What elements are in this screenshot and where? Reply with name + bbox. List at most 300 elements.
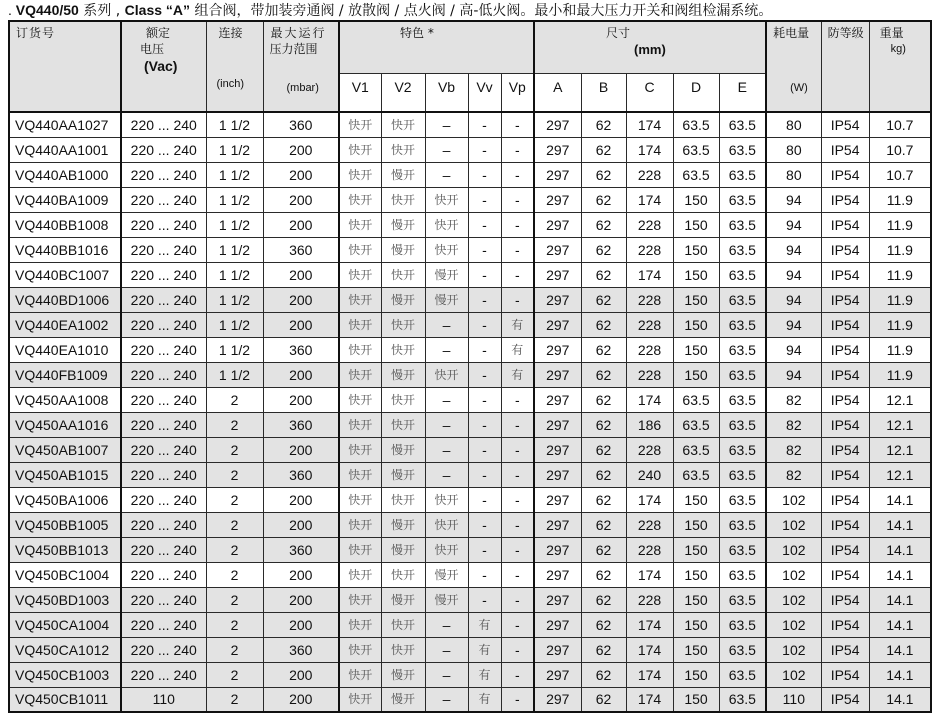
cell-e: 63.5 [719,262,766,287]
cell-vp: - [501,387,534,412]
cell-b: 62 [581,462,626,487]
cell-v1: 快开 [339,637,381,662]
header-connection-label: 连接 [218,26,243,40]
cell-weight: 12.1 [869,437,931,462]
cell-weight: 11.9 [869,312,931,337]
cell-power: 94 [766,362,821,387]
cell-protection: IP54 [821,437,869,462]
cell-voltage: 220 ... 240 [121,462,206,487]
cell-v2: 慢开 [381,537,425,562]
cell-v2: 慢开 [381,437,425,462]
cell-e: 63.5 [719,337,766,362]
cell-pressure: 200 [263,187,339,212]
cell-v2: 慢开 [381,287,425,312]
cell-power: 94 [766,212,821,237]
cell-protection: IP54 [821,487,869,512]
cell-connection: 2 [206,687,263,712]
header-voltage-unit: (Vac) [144,58,178,74]
cell-a: 297 [534,437,581,462]
cell-b: 62 [581,112,626,137]
cell-vb: 慢开 [425,587,468,612]
cell-pressure: 360 [263,462,339,487]
table-row [9,537,931,562]
cell-e: 63.5 [719,162,766,187]
cell-voltage: 220 ... 240 [121,412,206,437]
cell-connection: 2 [206,487,263,512]
cell-voltage: 220 ... 240 [121,362,206,387]
table-body [9,112,931,712]
cell-v2: 快开 [381,612,425,637]
cell-connection: 2 [206,512,263,537]
cell-vb: – [425,437,468,462]
cell-weight: 14.1 [869,587,931,612]
cell-pressure: 200 [263,262,339,287]
cell-model: VQ440BB1016 [9,237,121,262]
cell-vb: – [425,312,468,337]
cell-protection: IP54 [821,212,869,237]
cell-protection: IP54 [821,537,869,562]
cell-weight: 12.1 [869,387,931,412]
cell-e: 63.5 [719,312,766,337]
header-sub-vp: Vp [501,73,534,112]
header-weight-unit: kg) [890,43,906,55]
cell-vv: - [468,187,501,212]
cell-voltage: 220 ... 240 [121,587,206,612]
cell-weight: 12.1 [869,462,931,487]
cell-v1: 快开 [339,287,381,312]
table-row [9,137,931,162]
cell-c: 174 [626,687,673,712]
cell-weight: 11.9 [869,287,931,312]
cell-voltage: 110 [121,687,206,712]
cell-vb: – [425,162,468,187]
cell-v1: 快开 [339,512,381,537]
cell-d: 150 [673,187,719,212]
cell-e: 63.5 [719,437,766,462]
cell-model: VQ440EA1010 [9,337,121,362]
cell-d: 150 [673,487,719,512]
cell-weight: 14.1 [869,537,931,562]
table-row [9,212,931,237]
cell-model: VQ450BA1006 [9,487,121,512]
header-protection-label: 防等级 [827,26,864,40]
cell-vv: 有 [468,612,501,637]
cell-pressure: 200 [263,562,339,587]
cell-weight: 10.7 [869,137,931,162]
cell-b: 62 [581,162,626,187]
page-title [8,1,936,20]
cell-model: VQ440BA1009 [9,187,121,212]
cell-v1: 快开 [339,487,381,512]
cell-vv: - [468,362,501,387]
cell-e: 63.5 [719,137,766,162]
cell-e: 63.5 [719,412,766,437]
cell-vv: - [468,562,501,587]
cell-e: 63.5 [719,637,766,662]
cell-voltage: 220 ... 240 [121,137,206,162]
cell-vb: 慢开 [425,262,468,287]
cell-voltage: 220 ... 240 [121,287,206,312]
header-voltage-line1: 额定 [146,26,171,40]
cell-vb: – [425,687,468,712]
header-power-unit: (W) [790,82,808,94]
header-order-no-label: 订货号 [16,26,56,40]
cell-vp: - [501,137,534,162]
table-row [9,512,931,537]
cell-weight: 14.1 [869,637,931,662]
cell-vp: - [501,187,534,212]
cell-vv: - [468,437,501,462]
cell-e: 63.5 [719,112,766,137]
cell-vp: - [501,612,534,637]
cell-power: 102 [766,662,821,687]
cell-v2: 慢开 [381,512,425,537]
cell-vv: 有 [468,662,501,687]
cell-pressure: 200 [263,512,339,537]
header-power-label: 耗电量 [773,26,810,40]
cell-vb: 快开 [425,212,468,237]
cell-d: 150 [673,512,719,537]
cell-e: 63.5 [719,512,766,537]
cell-c: 228 [626,587,673,612]
cell-pressure: 200 [263,437,339,462]
cell-v1: 快开 [339,612,381,637]
cell-voltage: 220 ... 240 [121,562,206,587]
cell-model: VQ450CB1003 [9,662,121,687]
cell-vp: - [501,587,534,612]
cell-b: 62 [581,412,626,437]
cell-pressure: 200 [263,362,339,387]
cell-b: 62 [581,187,626,212]
cell-e: 63.5 [719,612,766,637]
cell-power: 110 [766,687,821,712]
cell-d: 150 [673,562,719,587]
cell-vb: 快开 [425,487,468,512]
header-power [766,21,821,112]
cell-vb: 快开 [425,187,468,212]
cell-pressure: 200 [263,212,339,237]
cell-connection: 2 [206,612,263,637]
cell-vv: - [468,462,501,487]
cell-b: 62 [581,387,626,412]
cell-e: 63.5 [719,362,766,387]
cell-vp: - [501,487,534,512]
cell-power: 80 [766,162,821,187]
cell-pressure: 200 [263,137,339,162]
cell-a: 297 [534,612,581,637]
cell-pressure: 360 [263,237,339,262]
cell-c: 228 [626,212,673,237]
cell-v2: 慢开 [381,687,425,712]
title-model: VQ440/50 [15,2,79,18]
cell-b: 62 [581,562,626,587]
cell-c: 240 [626,462,673,487]
cell-connection: 2 [206,437,263,462]
cell-model: VQ440AB1000 [9,162,121,187]
table-row [9,287,931,312]
cell-vb: – [425,612,468,637]
table-row [9,187,931,212]
cell-d: 150 [673,637,719,662]
cell-connection: 1 1/2 [206,187,263,212]
cell-v1: 快开 [339,462,381,487]
cell-connection: 1 1/2 [206,262,263,287]
header-connection-unit: (inch) [216,78,245,90]
header-pressure [263,21,339,112]
cell-v2: 快开 [381,337,425,362]
table-row [9,362,931,387]
cell-power: 80 [766,112,821,137]
cell-vp: - [501,687,534,712]
cell-protection: IP54 [821,262,869,287]
cell-power: 102 [766,537,821,562]
cell-vv: 有 [468,637,501,662]
cell-protection: IP54 [821,237,869,262]
cell-connection: 1 1/2 [206,337,263,362]
header-dimensions-label: 尺寸 [606,26,631,40]
cell-a: 297 [534,287,581,312]
cell-model: VQ450AA1008 [9,387,121,412]
cell-pressure: 200 [263,687,339,712]
title-class: Class “A” [124,2,191,18]
cell-model: VQ450BD1003 [9,587,121,612]
table-row [9,437,931,462]
cell-b: 62 [581,262,626,287]
cell-a: 297 [534,262,581,287]
cell-v1: 快开 [339,362,381,387]
cell-protection: IP54 [821,112,869,137]
cell-model: VQ450BB1005 [9,512,121,537]
cell-c: 228 [626,287,673,312]
cell-protection: IP54 [821,387,869,412]
cell-power: 94 [766,287,821,312]
cell-voltage: 220 ... 240 [121,662,206,687]
cell-weight: 14.1 [869,662,931,687]
cell-v2: 快开 [381,262,425,287]
cell-a: 297 [534,237,581,262]
cell-c: 174 [626,637,673,662]
cell-vv: - [468,262,501,287]
cell-pressure: 200 [263,587,339,612]
cell-protection: IP54 [821,637,869,662]
header-voltage-line2: 电压 [140,42,165,56]
cell-power: 94 [766,262,821,287]
cell-protection: IP54 [821,287,869,312]
cell-weight: 11.9 [869,262,931,287]
cell-connection: 2 [206,387,263,412]
table-row [9,587,931,612]
cell-vb: 快开 [425,362,468,387]
cell-a: 297 [534,687,581,712]
cell-v2: 慢开 [381,362,425,387]
cell-e: 63.5 [719,462,766,487]
cell-weight: 11.9 [869,337,931,362]
valve-spec-table [8,20,932,713]
cell-vv: - [468,487,501,512]
cell-pressure: 360 [263,337,339,362]
cell-vb: – [425,662,468,687]
cell-e: 63.5 [719,487,766,512]
cell-weight: 12.1 [869,412,931,437]
cell-vp: - [501,637,534,662]
cell-voltage: 220 ... 240 [121,487,206,512]
cell-voltage: 220 ... 240 [121,337,206,362]
cell-weight: 14.1 [869,487,931,512]
title-series: 系列 , [78,3,125,19]
header-protection [821,21,869,112]
cell-vp: - [501,262,534,287]
cell-v2: 快开 [381,112,425,137]
cell-vb: 快开 [425,537,468,562]
cell-vp: - [501,237,534,262]
cell-pressure: 200 [263,287,339,312]
cell-power: 102 [766,637,821,662]
cell-c: 228 [626,237,673,262]
cell-vp: - [501,287,534,312]
cell-b: 62 [581,337,626,362]
cell-e: 63.5 [719,587,766,612]
cell-v2: 慢开 [381,587,425,612]
cell-b: 62 [581,487,626,512]
table-row [9,612,931,637]
cell-a: 297 [534,387,581,412]
cell-protection: IP54 [821,587,869,612]
cell-voltage: 220 ... 240 [121,162,206,187]
cell-vv: - [468,512,501,537]
cell-vv: - [468,387,501,412]
cell-vb: – [425,337,468,362]
cell-vv: - [468,112,501,137]
header-pressure-line1: 最大运行 [270,26,327,40]
cell-vp: - [501,437,534,462]
header-connection [206,21,263,112]
cell-model: VQ450AB1015 [9,462,121,487]
cell-c: 228 [626,537,673,562]
cell-model: VQ440AA1001 [9,137,121,162]
cell-model: VQ440EA1002 [9,312,121,337]
cell-vb: 慢开 [425,562,468,587]
cell-vv: - [468,587,501,612]
header-pressure-line2: 压力范围 [269,42,318,56]
cell-vb: 快开 [425,237,468,262]
cell-power: 82 [766,387,821,412]
cell-pressure: 200 [263,487,339,512]
cell-v2: 慢开 [381,212,425,237]
cell-v2: 快开 [381,487,425,512]
header-sub-d: D [673,73,719,112]
cell-connection: 1 1/2 [206,137,263,162]
cell-a: 297 [534,537,581,562]
table-row [9,637,931,662]
cell-power: 82 [766,412,821,437]
table-row [9,462,931,487]
cell-vp: - [501,412,534,437]
cell-a: 297 [534,462,581,487]
cell-a: 297 [534,137,581,162]
cell-c: 228 [626,512,673,537]
cell-a: 297 [534,362,581,387]
cell-weight: 10.7 [869,112,931,137]
cell-weight: 14.1 [869,562,931,587]
table-row [9,562,931,587]
cell-connection: 1 1/2 [206,162,263,187]
table-row [9,412,931,437]
cell-pressure: 200 [263,662,339,687]
cell-v1: 快开 [339,412,381,437]
cell-voltage: 220 ... 240 [121,512,206,537]
cell-protection: IP54 [821,562,869,587]
cell-voltage: 220 ... 240 [121,537,206,562]
cell-v1: 快开 [339,662,381,687]
cell-weight: 11.9 [869,187,931,212]
cell-voltage: 220 ... 240 [121,612,206,637]
cell-v1: 快开 [339,262,381,287]
cell-e: 63.5 [719,387,766,412]
cell-d: 63.5 [673,462,719,487]
cell-b: 62 [581,537,626,562]
cell-voltage: 220 ... 240 [121,387,206,412]
cell-protection: IP54 [821,312,869,337]
cell-d: 63.5 [673,112,719,137]
cell-v1: 快开 [339,212,381,237]
header-weight [869,21,931,112]
header-sub-c: C [626,73,673,112]
cell-protection: IP54 [821,362,869,387]
table-row [9,312,931,337]
cell-model: VQ450BC1004 [9,562,121,587]
cell-power: 102 [766,587,821,612]
cell-c: 228 [626,362,673,387]
cell-power: 102 [766,512,821,537]
header-features [339,21,534,73]
cell-e: 63.5 [719,662,766,687]
cell-vp: - [501,662,534,687]
header-sub-a: A [534,73,581,112]
cell-a: 297 [534,112,581,137]
cell-connection: 2 [206,412,263,437]
cell-connection: 1 1/2 [206,237,263,262]
cell-model: VQ450AA1016 [9,412,121,437]
cell-power: 94 [766,337,821,362]
header-weight-label: 重量 [879,26,904,40]
cell-connection: 1 1/2 [206,287,263,312]
cell-vv: - [468,237,501,262]
table-row [9,112,931,137]
cell-power: 94 [766,237,821,262]
cell-vb: – [425,387,468,412]
cell-e: 63.5 [719,537,766,562]
cell-model: VQ450CA1012 [9,637,121,662]
table-row [9,162,931,187]
cell-vb: – [425,137,468,162]
cell-voltage: 220 ... 240 [121,112,206,137]
cell-connection: 2 [206,462,263,487]
header-order-no [9,21,121,112]
cell-pressure: 360 [263,412,339,437]
header-sub-v1: V1 [339,73,381,112]
cell-b: 62 [581,312,626,337]
cell-vv: - [468,212,501,237]
cell-connection: 1 1/2 [206,212,263,237]
cell-v1: 快开 [339,337,381,362]
cell-d: 150 [673,687,719,712]
cell-protection: IP54 [821,187,869,212]
cell-voltage: 220 ... 240 [121,437,206,462]
cell-c: 174 [626,187,673,212]
cell-c: 228 [626,312,673,337]
cell-vv: - [468,287,501,312]
cell-d: 63.5 [673,437,719,462]
